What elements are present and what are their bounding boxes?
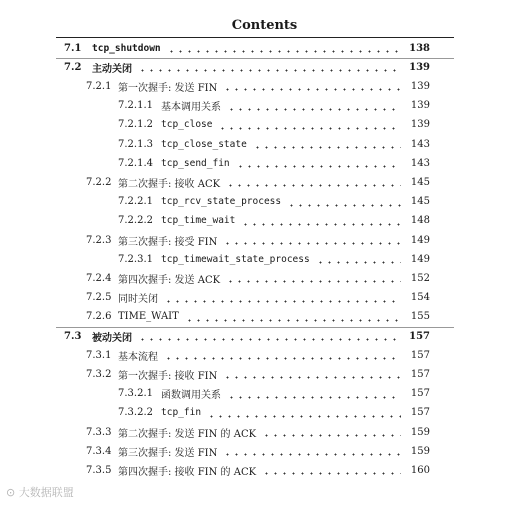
toc-entry-page: 149 [410,253,430,265]
toc-entry-number: 7.2.5 [86,292,112,304]
toc-entry-label: 第三次握手: 接受 FIN [118,236,218,248]
toc-entry-page: 139 [410,119,430,131]
toc-entry-number: 7.2.2 [86,176,112,188]
toc-entry-page: 148 [410,215,430,227]
dot-leader [185,312,401,322]
page-title: Contents [231,18,298,33]
section-divider [56,58,454,59]
toc-entry-number: 7.2.2.2 [118,215,153,227]
toc-entry-number: 7.2 [64,61,82,73]
toc-entry-label: 第二次握手: 发送 FIN 的 ACK [118,428,257,440]
toc-entry[interactable] [0,329,430,343]
toc-entry-page: 155 [410,311,430,323]
toc-entry-number: 7.2.3 [86,234,112,246]
dot-leader [223,369,401,379]
dot-leader [287,197,401,207]
toc-entry-number: 7.2.6 [86,311,112,323]
toc-entry-number: 7.2.1.1 [118,100,153,112]
toc-entry-label: 函数调用关系 [161,390,221,402]
toc-entry-page: 152 [410,272,430,284]
toc-entry-page: 157 [410,349,430,361]
toc-entry-page: 159 [410,426,430,438]
dot-leader [262,427,401,437]
dot-leader [262,465,401,475]
toc-entry[interactable] [0,60,430,74]
dot-leader [138,331,399,341]
toc-entry-label: tcp_close_state [161,138,247,150]
dot-leader [226,273,401,283]
toc-entry-page: 143 [410,157,430,169]
toc-entry[interactable] [0,175,430,189]
toc-entry-label: tcp_rcv_state_process [161,196,282,208]
dot-leader [226,177,401,187]
toc-entry[interactable] [0,271,430,285]
dot-leader [227,389,401,399]
dot-leader [227,101,401,111]
toc-entry[interactable] [0,463,430,477]
toc-entry[interactable] [0,444,430,458]
toc-entry-number: 7.2.2.1 [118,196,153,208]
toc-entry-number: 7.2.1 [86,80,112,92]
toc-entry-number: 7.3.1 [86,349,112,361]
dot-leader [164,350,401,360]
toc-entry-label: tcp_timewait_state_process [161,253,310,265]
toc-entry[interactable] [0,310,430,324]
toc-entry-page: 145 [410,176,430,188]
toc-entry-number: 7.2.4 [86,272,112,284]
dot-leader [207,408,401,418]
dot-leader [223,81,401,91]
toc-entry-page: 157 [409,330,430,342]
dot-leader [223,235,401,245]
toc-entry-number: 7.3.3 [86,426,112,438]
toc-entry-page: 145 [410,196,430,208]
toc-entry-label: 基本调用关系 [161,102,221,114]
toc-entry[interactable] [0,406,430,420]
toc-entry-page: 138 [409,42,430,54]
toc-entry[interactable] [0,348,430,362]
toc-entry-page: 143 [410,138,430,150]
toc-entry-page: 157 [410,388,430,400]
dot-leader [316,254,401,264]
toc-entry[interactable] [0,387,430,401]
dot-leader [164,293,401,303]
dot-leader [218,120,401,130]
toc-entry[interactable] [0,137,430,151]
toc-entry-label: TIME_WAIT [118,311,179,323]
toc-entry[interactable] [0,156,430,170]
toc-entry[interactable] [0,41,430,55]
toc-entry[interactable] [0,79,430,93]
toc-entry-number: 7.2.1.2 [118,119,153,131]
toc-entry-label: tcp_time_wait [161,215,236,227]
dot-leader [253,139,401,149]
toc-entry[interactable] [0,291,430,305]
toc-entry-label: 第一次握手: 发送 FIN [118,82,218,94]
toc-entry-number: 7.2.1.4 [118,157,153,169]
toc-entry-label: 第一次握手: 接收 FIN [118,370,218,382]
toc-entry-label: tcp_shutdown [92,42,161,54]
toc-entry-page: 160 [410,464,430,476]
toc-entry-label: 第四次握手: 接收 FIN 的 ACK [118,466,257,478]
section-divider [56,327,454,328]
toc-entry[interactable] [0,195,430,209]
toc-entry[interactable] [0,118,430,132]
toc-entry[interactable] [0,252,430,266]
toc-entry-label: 主动关闭 [92,63,132,75]
toc-entry[interactable] [0,425,430,439]
toc-entry-page: 139 [410,100,430,112]
toc-entry-number: 7.3.2.2 [118,407,153,419]
watermark-logo: ⊙ 大数据联盟 [6,486,74,499]
toc-entry-label: tcp_close [161,119,213,131]
toc-entry-number: 7.3.4 [86,445,112,457]
toc-entry-label: 被动关闭 [92,332,132,344]
toc-entry-page: 157 [410,368,430,380]
toc-entry[interactable] [0,99,430,113]
toc-entry-number: 7.3.5 [86,464,112,476]
title-divider [56,37,454,38]
toc-entry-page: 154 [410,292,430,304]
toc-entry-page: 149 [410,234,430,246]
toc-entry-number: 7.2.1.3 [118,138,153,150]
toc-entry-label: tcp_fin [161,407,202,419]
toc-entry-label: 第二次握手: 接收 ACK [118,178,221,190]
dot-leader [167,43,399,53]
toc-entry-label: 第三次握手: 发送 FIN [118,447,218,459]
toc-entry-page: 159 [410,445,430,457]
toc-entry[interactable] [0,214,430,228]
dot-leader [241,216,401,226]
toc-entry-number: 7.3.2 [86,368,112,380]
toc-entry-number: 7.2.3.1 [118,253,153,265]
dot-leader [223,446,401,456]
toc-entry-page: 139 [410,80,430,92]
toc-entry-number: 7.1 [64,42,82,54]
toc-entry[interactable] [0,233,430,247]
toc-entry-label: 同时关闭 [118,294,158,306]
toc-entry-number: 7.3.2.1 [118,388,153,400]
toc-entry-label: tcp_send_fin [161,157,230,169]
toc-entry-page: 139 [409,61,430,73]
dot-leader [236,158,401,168]
toc-entry-label: 基本流程 [118,351,158,363]
toc-entry-label: 第四次握手: 发送 ACK [118,274,221,286]
toc-entry[interactable] [0,367,430,381]
dot-leader [138,62,399,72]
toc-entry-number: 7.3 [64,330,82,342]
toc-entry-page: 157 [410,407,430,419]
